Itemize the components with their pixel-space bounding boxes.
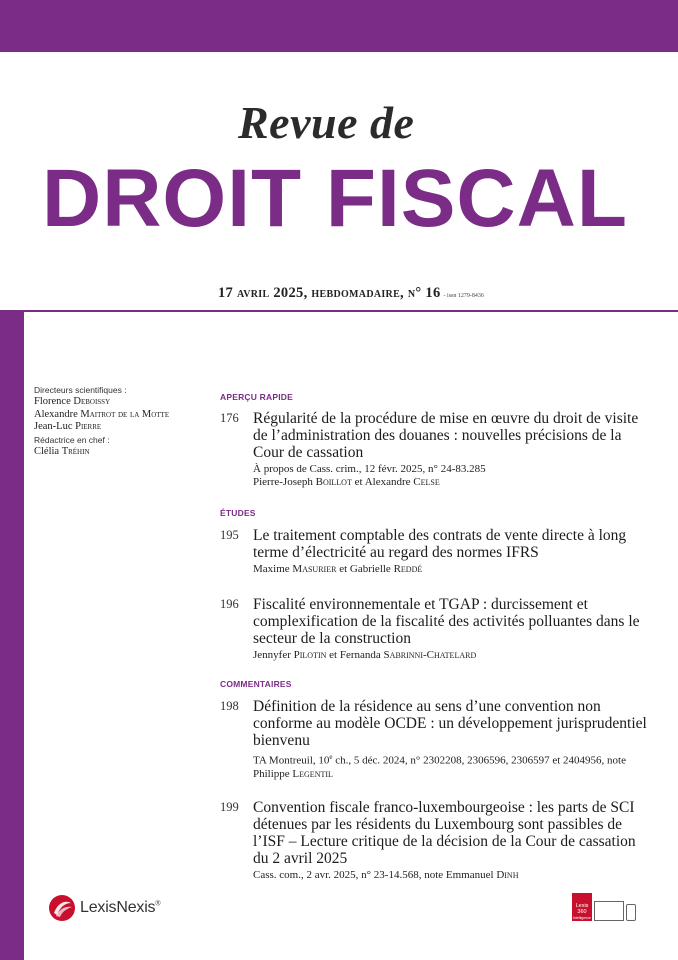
masthead-divider (24, 310, 678, 312)
entry-title: Définition de la résidence au sens d’une convention non conforme au modèle OCDE : un développement jurisprudentiel bienvenu (253, 698, 647, 749)
toc-entry[interactable] (220, 698, 650, 781)
entry-authors: Jennyfer Pilotin et Fernanda Sabrinni-Chatelard (253, 649, 477, 661)
section-heading-etudes: ÉTUDES (220, 508, 256, 518)
entry-title: Le traitement comptable des contrats de vente directe à long terme d’électricité au regard des normes IFRS (253, 527, 627, 561)
entry-number: 196 (220, 597, 239, 611)
entry-number: 199 (220, 800, 239, 814)
entry-reference: À propos de Cass. crim., 12 févr. 2025, n° 24-83.285 (253, 463, 486, 475)
issn: - issn 1279-8436 (443, 293, 484, 299)
director-name: Jean-Luc Pierre (34, 421, 102, 432)
entry-number: 195 (220, 528, 239, 542)
issue-info (218, 285, 484, 302)
entry-reference: Cass. com., 2 avr. 2025, n° 23-14.568, note Emmanuel Dinh (253, 869, 519, 881)
entry-number: 198 (220, 699, 239, 713)
lexisnexis-logo-icon (48, 894, 76, 922)
journal-title: DROIT FISCAL (42, 153, 628, 244)
laptop-icon (594, 901, 624, 921)
director-name: Florence Deboissy (34, 396, 111, 407)
entry-reference: TA Montreuil, 10e ch., 5 déc. 2024, n° 2302208, 2306596, 2306597 et 2404956, note Philippe Legentil (253, 753, 626, 780)
phone-icon (626, 904, 636, 921)
toc-entry[interactable] (220, 527, 650, 576)
lexisnexis-logo (48, 894, 160, 922)
entry-number: 176 (220, 411, 239, 425)
directors-role: Directeurs scientifiques : (34, 385, 127, 395)
logo-wordmark: LexisNexis® (80, 899, 161, 916)
entry-title: Convention fiscale franco-luxembourgeoise : les parts de SCI détenues par les résidents du Luxembourg sont passibles de l’ISF – Lecture critique de la décision de la Cour de cassation du 2 avril 2025 (253, 799, 636, 867)
toc-entry[interactable] (220, 410, 650, 489)
toc-entry[interactable] (220, 799, 650, 882)
editor-name: Clélia Tréhin (34, 445, 90, 457)
entry-authors: Maxime Masurier et Gabrielle Reddé (253, 563, 423, 575)
entry-title: Régularité de la procédure de mise en œuvre du droit de visite de l’administration des douanes : nouvelles précisions de la Cour de cassation (253, 410, 639, 461)
entry-authors: Pierre-Joseph Boillot et Alexandre Celse (253, 476, 440, 488)
side-color-band (0, 310, 24, 960)
editor-role: Rédactrice en chef : (34, 434, 110, 445)
journal-title-prefix: Revue de (238, 97, 415, 148)
lexis-360-badge: Lexis 360 Intelligence (572, 893, 592, 921)
entry-title: Fiscalité environnementale et TGAP : durcissement et complexification de la fiscalité des activités polluantes dans le secteur de la construction (253, 596, 640, 647)
editorial-board (34, 384, 209, 458)
section-heading-commentaires: COMMENTAIRES (220, 679, 292, 689)
device-badge (572, 893, 636, 921)
toc-entry[interactable] (220, 596, 650, 662)
top-color-band (0, 0, 678, 52)
section-heading-apercu: APERÇU RAPIDE (220, 392, 293, 402)
director-name: Alexandre Maitrot de la Motte (34, 408, 170, 420)
issue-date: 17 avril 2025, hebdomadaire, n° 16 (218, 285, 441, 301)
